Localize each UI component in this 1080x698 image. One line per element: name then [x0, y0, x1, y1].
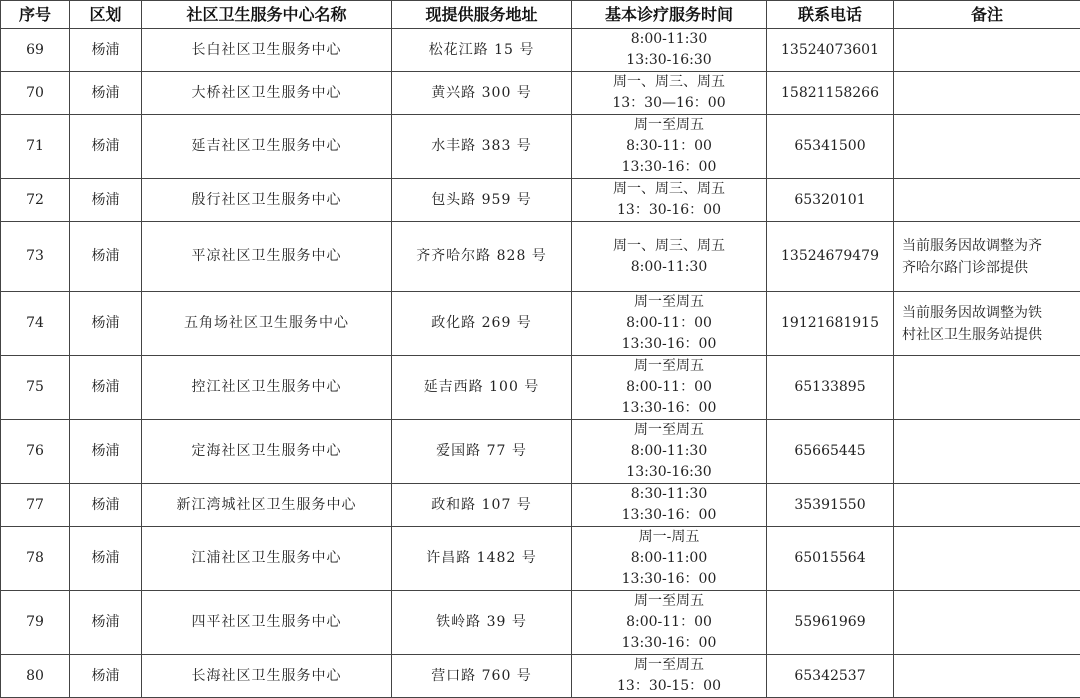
cell-name: 新江湾城社区卫生服务中心 — [142, 484, 392, 527]
cell-district: 杨浦 — [70, 72, 142, 115]
cell-address: 齐齐哈尔路 828 号 — [392, 222, 572, 292]
cell-no: 79 — [1, 591, 70, 655]
cell-hours — [572, 420, 767, 484]
cell-hours-line: 8:00-11:30 — [576, 29, 762, 50]
cell-hours — [572, 527, 767, 591]
cell-district: 杨浦 — [70, 179, 142, 222]
cell-district: 杨浦 — [70, 29, 142, 72]
cell-hours-line: 13:30-16：00 — [576, 398, 762, 419]
cell-district: 杨浦 — [70, 222, 142, 292]
cell-name: 长海社区卫生服务中心 — [142, 655, 392, 698]
cell-no: 75 — [1, 356, 70, 420]
cell-address: 营口路 760 号 — [392, 655, 572, 698]
cell-phone: 13524679479 — [767, 222, 894, 292]
cell-hours-line: 13:30-16:30 — [576, 462, 762, 483]
cell-address: 黄兴路 300 号 — [392, 72, 572, 115]
cell-hours — [572, 179, 767, 222]
cell-hours — [572, 591, 767, 655]
cell-hours-line: 周一至周五 — [576, 292, 762, 313]
header-cell-phone: 联系电话 — [767, 1, 894, 29]
cell-name: 控江社区卫生服务中心 — [142, 356, 392, 420]
table-row — [1, 222, 1080, 292]
cell-phone: 65341500 — [767, 115, 894, 179]
cell-note — [894, 292, 1080, 356]
cell-phone: 65320101 — [767, 179, 894, 222]
cell-note — [894, 222, 1080, 292]
table-body — [1, 29, 1080, 698]
cell-no: 78 — [1, 527, 70, 591]
cell-hours-line: 周一、周三、周五 — [576, 72, 762, 93]
header-cell-name: 社区卫生服务中心名称 — [142, 1, 392, 29]
cell-name: 大桥社区卫生服务中心 — [142, 72, 392, 115]
table-row — [1, 115, 1080, 179]
cell-hours — [572, 292, 767, 356]
cell-phone: 13524073601 — [767, 29, 894, 72]
cell-hours-line: 8:00-11:30 — [576, 257, 762, 278]
cell-name: 长白社区卫生服务中心 — [142, 29, 392, 72]
header-cell-district: 区划 — [70, 1, 142, 29]
cell-name: 江浦社区卫生服务中心 — [142, 527, 392, 591]
cell-address: 政化路 269 号 — [392, 292, 572, 356]
cell-hours-line: 周一、周三、周五 — [576, 236, 762, 257]
cell-hours — [572, 72, 767, 115]
cell-no: 76 — [1, 420, 70, 484]
table-row — [1, 292, 1080, 356]
cell-address: 延吉西路 100 号 — [392, 356, 572, 420]
header-cell-hours: 基本诊疗服务时间 — [572, 1, 767, 29]
cell-district: 杨浦 — [70, 527, 142, 591]
cell-hours-line: 周一至周五 — [576, 115, 762, 136]
cell-phone: 15821158266 — [767, 72, 894, 115]
cell-note-line: 齐哈尔路门诊部提供 — [902, 257, 1076, 279]
table-row — [1, 655, 1080, 698]
cell-phone: 35391550 — [767, 484, 894, 527]
cell-no: 69 — [1, 29, 70, 72]
cell-hours — [572, 356, 767, 420]
cell-name: 殷行社区卫生服务中心 — [142, 179, 392, 222]
cell-hours — [572, 29, 767, 72]
cell-note-line: 当前服务因故调整为齐 — [902, 235, 1076, 257]
table-row — [1, 484, 1080, 527]
header-cell-address: 现提供服务地址 — [392, 1, 572, 29]
cell-note — [894, 115, 1080, 179]
cell-address: 水丰路 383 号 — [392, 115, 572, 179]
cell-no: 70 — [1, 72, 70, 115]
cell-phone: 65133895 — [767, 356, 894, 420]
cell-no: 77 — [1, 484, 70, 527]
cell-note — [894, 527, 1080, 591]
cell-no: 72 — [1, 179, 70, 222]
cell-hours-line: 13：30-16：00 — [576, 200, 762, 221]
header-cell-note: 备注 — [894, 1, 1080, 29]
cell-hours-line: 13:30-16：00 — [576, 505, 762, 526]
cell-hours-line: 13:30-16：00 — [576, 334, 762, 355]
cell-note — [894, 29, 1080, 72]
header-row — [1, 1, 1080, 29]
cell-hours-line: 13:30-16:30 — [576, 50, 762, 71]
table-row — [1, 29, 1080, 72]
cell-hours-line: 8:00-11：00 — [576, 612, 762, 633]
cell-name: 平凉社区卫生服务中心 — [142, 222, 392, 292]
cell-hours-line: 8:00-11：00 — [576, 377, 762, 398]
cell-phone: 65015564 — [767, 527, 894, 591]
header-cell-no: 序号 — [1, 1, 70, 29]
cell-hours-line: 周一-周五 — [576, 527, 762, 548]
cell-district: 杨浦 — [70, 591, 142, 655]
cell-hours-line: 13：30—16：00 — [576, 93, 762, 114]
cell-hours-line: 13:30-16：00 — [576, 633, 762, 654]
cell-note — [894, 591, 1080, 655]
cell-phone: 19121681915 — [767, 292, 894, 356]
table-row — [1, 420, 1080, 484]
cell-hours-line: 周一至周五 — [576, 356, 762, 377]
cell-note — [894, 484, 1080, 527]
cell-note — [894, 72, 1080, 115]
cell-address: 许昌路 1482 号 — [392, 527, 572, 591]
cell-district: 杨浦 — [70, 484, 142, 527]
cell-hours-line: 8:30-11：00 — [576, 136, 762, 157]
cell-address: 爱国路 77 号 — [392, 420, 572, 484]
cell-note — [894, 655, 1080, 698]
cell-address: 政和路 107 号 — [392, 484, 572, 527]
cell-note — [894, 356, 1080, 420]
cell-address: 铁岭路 39 号 — [392, 591, 572, 655]
cell-hours-line: 13:30-16：00 — [576, 569, 762, 590]
table-row — [1, 356, 1080, 420]
cell-hours-line: 周一至周五 — [576, 655, 762, 676]
cell-hours-line: 13:30-16：00 — [576, 157, 762, 178]
cell-phone: 55961969 — [767, 591, 894, 655]
cell-hours-line: 13：30-15：00 — [576, 676, 762, 697]
cell-note-line: 当前服务因故调整为铁 — [902, 302, 1076, 324]
table-row — [1, 527, 1080, 591]
cell-district: 杨浦 — [70, 420, 142, 484]
cell-no: 74 — [1, 292, 70, 356]
cell-district: 杨浦 — [70, 115, 142, 179]
cell-hours-line: 8:00-11:00 — [576, 548, 762, 569]
table-row — [1, 72, 1080, 115]
table-row — [1, 179, 1080, 222]
cell-note — [894, 179, 1080, 222]
cell-no: 73 — [1, 222, 70, 292]
cell-name: 五角场社区卫生服务中心 — [142, 292, 392, 356]
cell-hours-line: 周一至周五 — [576, 591, 762, 612]
cell-no: 71 — [1, 115, 70, 179]
cell-hours-line: 周一至周五 — [576, 420, 762, 441]
cell-district: 杨浦 — [70, 655, 142, 698]
table-row — [1, 591, 1080, 655]
cell-district: 杨浦 — [70, 292, 142, 356]
cell-hours — [572, 222, 767, 292]
cell-address: 包头路 959 号 — [392, 179, 572, 222]
cell-name: 延吉社区卫生服务中心 — [142, 115, 392, 179]
cell-no: 80 — [1, 655, 70, 698]
cell-phone: 65665445 — [767, 420, 894, 484]
cell-district: 杨浦 — [70, 356, 142, 420]
cell-hours-line: 周一、周三、周五 — [576, 179, 762, 200]
cell-phone: 65342537 — [767, 655, 894, 698]
cell-hours-line: 8:00-11:30 — [576, 441, 762, 462]
cell-hours-line: 8:30-11:30 — [576, 484, 762, 505]
cell-hours — [572, 655, 767, 698]
cell-note-line: 村社区卫生服务站提供 — [902, 324, 1076, 346]
cell-hours — [572, 115, 767, 179]
cell-note — [894, 420, 1080, 484]
cell-hours-line: 8:00-11：00 — [576, 313, 762, 334]
cell-name: 四平社区卫生服务中心 — [142, 591, 392, 655]
cell-address: 松花江路 15 号 — [392, 29, 572, 72]
cell-name: 定海社区卫生服务中心 — [142, 420, 392, 484]
cell-hours — [572, 484, 767, 527]
